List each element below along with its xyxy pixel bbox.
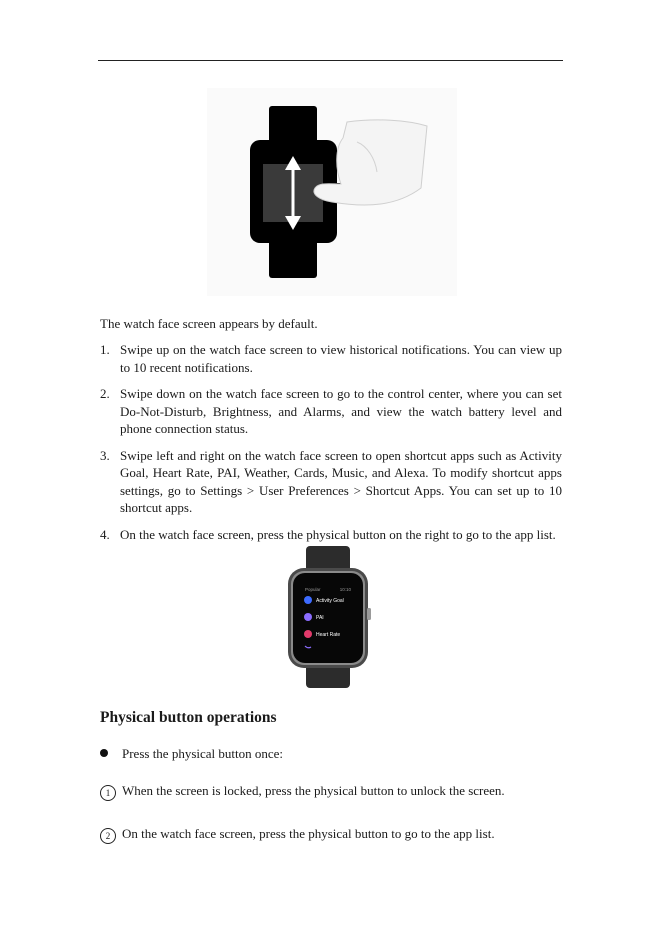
activity-goal-icon xyxy=(304,596,312,604)
watch-app-list-illustration xyxy=(283,546,373,688)
bullet-item xyxy=(100,745,283,762)
list-number: 1. xyxy=(100,342,110,357)
sub-item-text: When the screen is locked, press the physical button to unlock the screen. xyxy=(122,783,505,798)
sub-item-text: On the watch face screen, press the physical button to go to the app list. xyxy=(122,826,495,841)
list-item xyxy=(100,341,562,376)
swipe-gesture-illustration xyxy=(207,88,457,296)
bullet-text: Press the physical button once: xyxy=(122,746,284,761)
heart-rate-icon xyxy=(304,630,312,638)
bullet-dot-icon xyxy=(100,749,108,757)
watch-header-right: 10:10 xyxy=(339,587,351,592)
section-heading: Physical button operations xyxy=(100,709,277,726)
list-item-text: On the watch face screen, press the physical button on the right to go to the app list. xyxy=(120,526,556,542)
numbered-sub-item xyxy=(100,825,495,844)
watch-header-left: Popular xyxy=(305,587,321,592)
list-item xyxy=(100,447,562,517)
circled-number: 1 xyxy=(100,785,116,801)
watch-app-label: Activity Goal xyxy=(316,598,344,604)
list-item xyxy=(100,385,562,438)
intro-text: The watch face screen appears by default. xyxy=(100,316,318,331)
list-item-text: Swipe down on the watch face screen to go to the control center, where you can set Do-Not-Disturb, Brightness, and Alarms, and view the watch battery level and phone connection status. xyxy=(120,386,562,436)
list-item-text: Swipe left and right on the watch face screen to open shortcut apps such as Activity Goal, Heart Rate, PAI, Weather, Cards, Music, and Alexa. To modify shortcut apps settings, go to Settings > User Preferences > Shortcut Apps. You can set up to 10 shortcut apps. xyxy=(120,447,562,515)
watch-app-label: PAI xyxy=(316,615,324,621)
list-number: 2. xyxy=(100,386,110,401)
list-item xyxy=(100,526,562,544)
header-rule xyxy=(98,60,563,61)
list-number: 3. xyxy=(100,447,110,463)
watch-app-label: Heart Rate xyxy=(316,632,341,638)
numbered-sub-item xyxy=(100,782,505,801)
list-number: 4. xyxy=(100,526,110,542)
circled-number: 2 xyxy=(100,828,116,844)
pai-icon xyxy=(304,613,312,621)
list-item-text: Swipe up on the watch face screen to view historical notifications. You can view up to 10 recent notifications. xyxy=(120,342,562,375)
steps-list xyxy=(100,341,562,552)
